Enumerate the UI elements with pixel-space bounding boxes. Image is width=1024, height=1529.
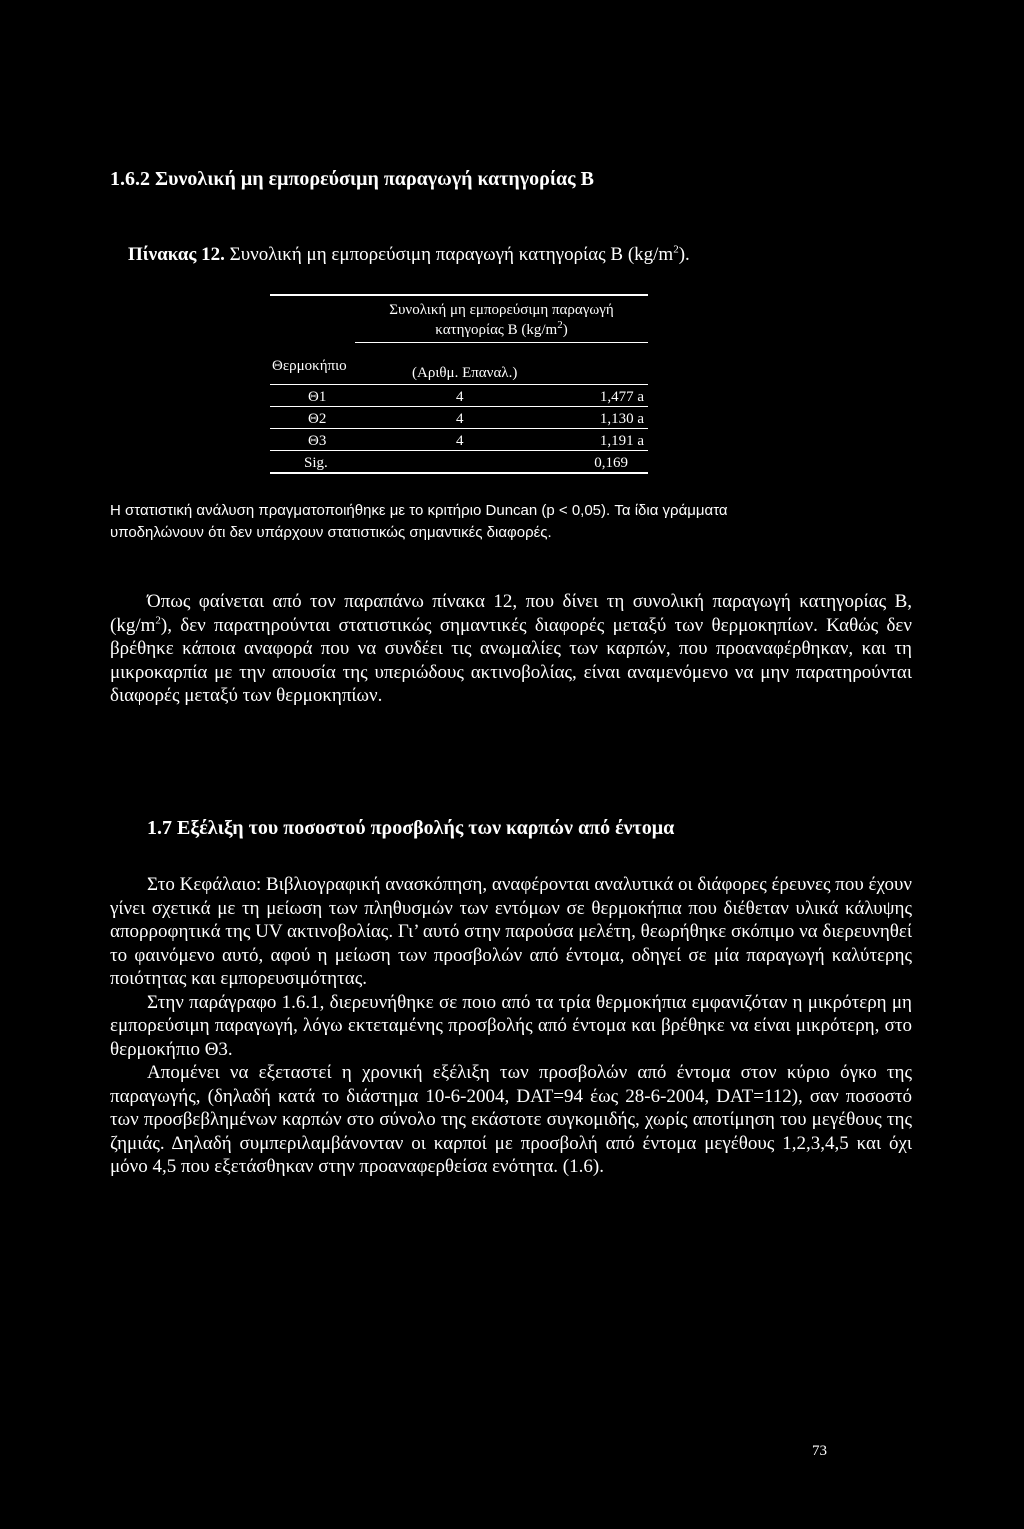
table-header-rule-2 bbox=[270, 384, 648, 385]
section-1-7-body bbox=[110, 873, 912, 1179]
page-number: 73 bbox=[812, 1443, 827, 1459]
paragraph-time-evolution: Απομένει να εξεταστεί η χρονική εξέλιξη των προσβολών από έντομα στον κύριο όγκο της παραγωγής, (δηλαδή κατά το διάστημα 10-6-2004, DAT=94 έως 28-6-2004, DAT=112), σαν ποσοστό των προσβεβλημένων καρπών στο σύνολο της εκάστοτε συγκομιδής, χωρίς αποτίμηση του μεγέθους της ζημιάς. Δηλαδή συμπεριλαμβάνονταν οι καρποί με προσβολή από έντομα μεγέθους 1,2,3,4,5 και όχι μόνο 4,5 που εξετάσθηκαν στην προαναφερθείσα ενότητα. (1.6). bbox=[110, 1062, 912, 1177]
table-header-main-line1: Συνολική μη εμπορεύσιμη παραγωγή bbox=[389, 302, 614, 318]
paragraph-results bbox=[110, 590, 912, 708]
table-cell-greenhouse: Θ1 bbox=[308, 389, 327, 405]
table-row bbox=[270, 408, 648, 430]
table-caption-end: ). bbox=[678, 244, 690, 265]
section-heading-1-6-2: 1.6.2 Συνολική μη εμπορεύσιμη παραγωγή κατηγορίας Β bbox=[110, 168, 594, 190]
paragraph-bibliography: Στο Κεφάλαιο: Βιβλιογραφική ανασκόπηση, αναφέρονται αναλυτικά οι διάφορες έρευνες που έχουν γίνει σχετικά με τη μείωση των πληθυσμών των εντόμων σε θερμοκήπια που διέθεταν υλικά κάλυψης απορροφητικά της UV ακτινοβολίας. Γι’ αυτό στην παρούσα μελέτη, θεωρήθηκε σκόπιμο να διερευνηθεί το φαινόμενο αυτό, αφού η μείωση των προσβολών από έντομα, οδηγεί σε μία παραγωγή καλύτερης ποιότητας και εμπορευσιμότητας. bbox=[110, 874, 912, 989]
table-header-reps: (Αριθμ. Επαναλ.) bbox=[412, 365, 518, 381]
table-row-sig bbox=[270, 452, 648, 474]
table-cell-greenhouse: Θ3 bbox=[308, 433, 327, 449]
table-header-greenhouse: Θερμοκήπιο bbox=[272, 358, 347, 374]
table-row bbox=[270, 386, 648, 408]
table-body bbox=[270, 386, 648, 474]
table-header-main-line2: κατηγορίας Β $(kg/m^2)$ bbox=[435, 319, 568, 338]
table-header-main bbox=[355, 300, 648, 340]
table-row bbox=[270, 430, 648, 452]
table-caption-label: Πίνακας 12. bbox=[128, 244, 225, 265]
table-caption-sup: 2 bbox=[673, 243, 679, 256]
table-cell-reps: 4 bbox=[456, 411, 464, 427]
table-header-rule-1 bbox=[355, 342, 648, 343]
table-cell-value: 1,130 a bbox=[599, 411, 644, 427]
table-note-line2: υποδηλώνουν ότι δεν υπάρχουν στατιστικώς σημαντικές διαφορές. bbox=[110, 524, 552, 541]
table-cell-sig-value: 0,169 bbox=[594, 455, 628, 471]
table-cell-reps: 4 bbox=[456, 389, 464, 405]
table-caption-text: Συνολική μη εμπορεύσιμη παραγωγή κατηγορίας Β (kg/m bbox=[229, 244, 674, 265]
table-note-line1: Η στατιστική ανάλυση πραγματοποιήθηκε με το κριτήριο Duncan (p < 0,05). Τα ίδια γράμματα bbox=[110, 502, 728, 519]
table-note bbox=[110, 500, 912, 544]
table-top-rule bbox=[270, 294, 648, 296]
paragraph-results-text: Όπως φαίνεται από τον παραπάνω πίνακα 12, που δίνει τη συνολική παραγωγή κατηγορίας Β, $(kg/m^2)$, δεν παρατηρούνται στατιστικώς σημαντικές διαφορές μεταξύ των θερμοκηπίων. Καθώς δεν βρέθηκε κάποια αναφορά που να συνδέει τις ανωμαλίες των καρπών, που προαναφέρθηκαν, και τη μικροκαρπία με την απουσία της υπεριώδους ακτινοβολίας, είναι αναμενόμενο να μην παρατηρούνται διαφορές μεταξύ των θερμοκηπίων. bbox=[110, 591, 912, 706]
table-caption bbox=[128, 244, 690, 266]
table-cell-value: 1,477 a bbox=[599, 389, 644, 405]
table-cell-value: 1,191 a bbox=[599, 433, 644, 449]
paragraph-section-1-6-1: Στην παράγραφο 1.6.1, διερευνήθηκε σε ποιο από τα τρία θερμοκήπια εμφανιζόταν η μικρότερη μη εμπορεύσιμη παραγωγή, λόγω εκτεταμένης προσβολής από έντομα και βρέθηκε να είναι μικρότερη, στο θερμοκήπιο Θ3. bbox=[110, 991, 912, 1060]
table-cell-reps: 4 bbox=[456, 433, 464, 449]
table-cell-sig-label: Sig. bbox=[304, 455, 328, 471]
table-cell-greenhouse: Θ2 bbox=[308, 411, 327, 427]
section-heading-1-7: 1.7 Εξέλιξη του ποσοστού προσβολής των καρπών από έντομα bbox=[147, 817, 675, 839]
